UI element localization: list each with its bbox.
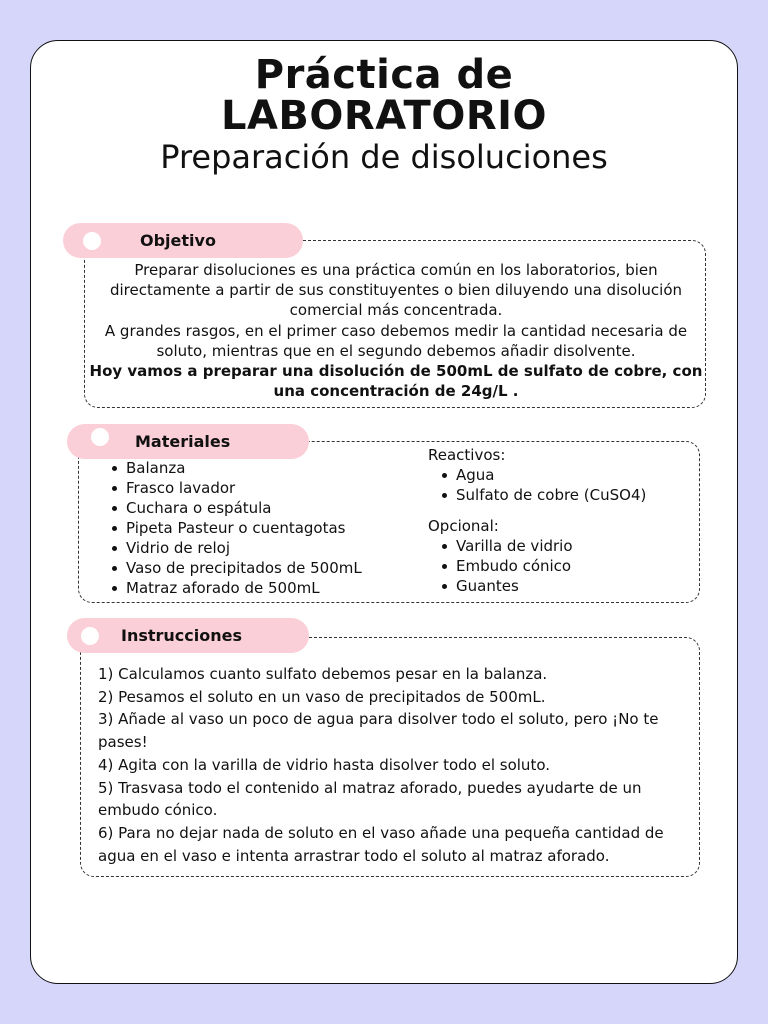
list-item: Varilla de vidrio [438,536,646,556]
opcional-list [438,536,646,596]
instrucciones-steps [98,663,688,867]
instrucciones-pill [67,618,309,653]
list-item: Pipeta Pasteur o cuentagotas [108,518,362,538]
instrucciones-label: Instrucciones [121,626,243,645]
list-item: Matraz aforado de 500mL [108,578,362,598]
list-item: Embudo cónico [438,556,646,576]
step-item: 1) Calculamos cuanto sulfato debemos pesar en la balanza. [98,665,548,683]
materiales-list [108,458,362,598]
list-item: Vaso de precipitados de 500mL [108,558,362,578]
list-item: Balanza [108,458,362,478]
step-item: 3) Añade al vaso un poco de agua para disolver todo el soluto, pero ¡No te pases! [98,710,659,752]
objetivo-label: Objetivo [140,231,216,250]
list-item: Guantes [438,576,646,596]
title-line-2: LABORATORIO [220,93,548,139]
objetivo-pill [63,223,303,258]
reactivos-list [438,465,646,505]
step-item: 6) Para no dejar nada de soluto en el vaso añade una pequeña cantidad de agua en el vaso e intenta arrastrar todo el soluto al matraz aforado. [98,823,664,865]
step-item: 2) Pesamos el soluto en un vaso de precipitados de 500mL. [98,687,546,706]
reactivos-heading: Reactivos: [428,446,506,464]
objetivo-paragraph-1: Preparar disoluciones es una práctica común en los laboratorios, bien directamente a partir de sus constituyentes o bien diluyendo una disolución comercial más concentrada. [109,261,683,320]
subtitle: Preparación de disoluciones [160,138,608,176]
list-item: Sulfato de cobre (CuSO4) [438,485,646,505]
circle-icon [91,428,109,446]
step-item: 5) Trasvasa todo el contenido al matraz aforado, puedes ayudarte de un embudo cónico. [98,778,642,820]
step-item: 4) Agita con la varilla de vidrio hasta disolver todo el soluto. [98,755,551,774]
materiales-pill [67,424,309,459]
opcional-heading: Opcional: [428,517,499,535]
list-item: Frasco lavador [108,478,362,498]
list-item: Agua [438,465,646,485]
objetivo-highlight: Hoy vamos a preparar una disolución de 500mL de sulfato de cobre, con una concentración de 24g/L . [89,362,703,401]
objetivo-paragraph-2: A grandes rasgos, en el primer caso debemos medir la cantidad necesaria de soluto, mientras que en el segundo debemos añadir disolvente. [104,321,688,360]
list-item: Vidrio de reloj [108,538,362,558]
title-line-1: Práctica de [254,52,514,98]
materiales-label: Materiales [135,432,231,451]
objetivo-text [88,260,704,401]
circle-icon [83,232,101,250]
list-item: Cuchara o espátula [108,498,362,518]
circle-icon [81,627,99,645]
reactivos-section [428,445,646,596]
